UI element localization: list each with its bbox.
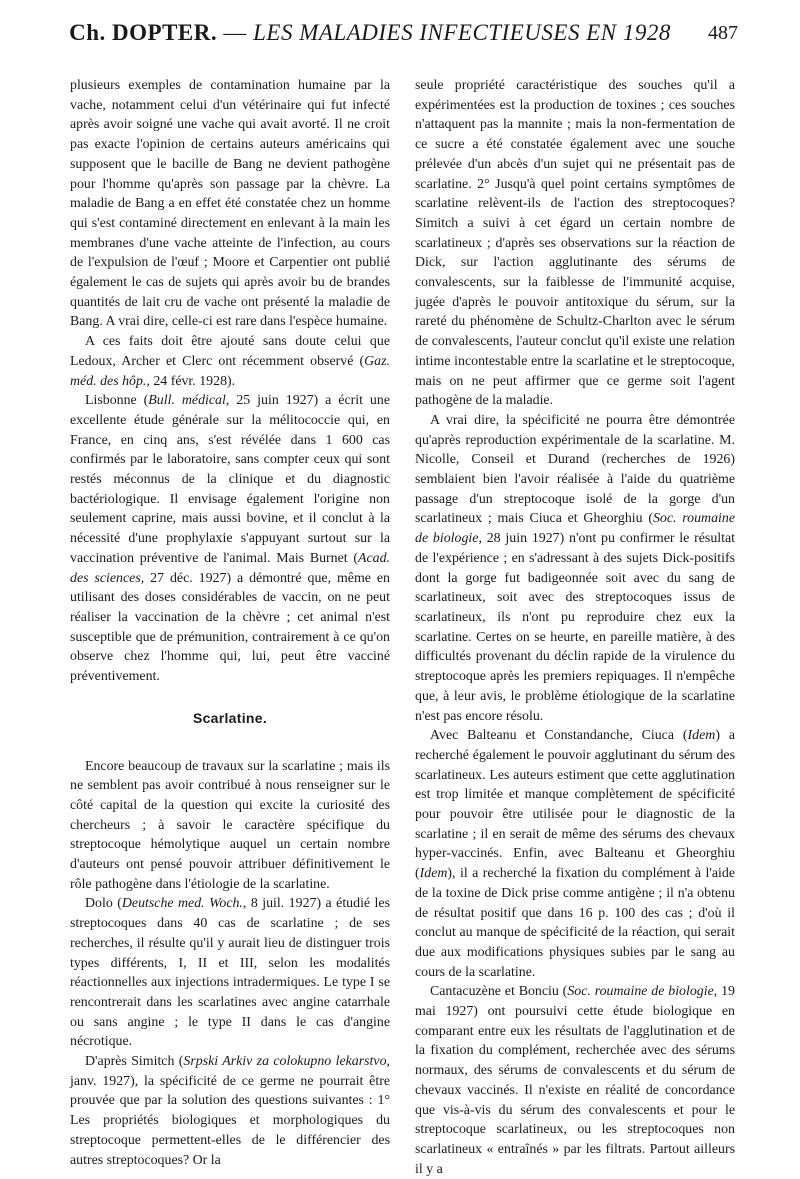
paragraph: Dolo (Deutsche med. Woch., 8 juil. 1927) a étudié les streptocoques dans 40 cas de scarlatine ; de ses recherches, il résulte qu'il y aurait lieu de distinguer trois types différents, I, II et III, selon les modalités réactionnelles aux injections intradermiques. Le type I se rencontrerait dans les scarlatines avec angine catarrhale ou sans angine ; le type II dans le cas d'angine nécrotique. [70, 896, 390, 1050]
header-line [60, 20, 680, 46]
section-heading: Scarlatine. [192, 709, 268, 726]
right-column [415, 76, 736, 1177]
paragraph: Lisbonne (Bull. médical, 25 juin 1927) a écrit une excellente étude générale sur la mélitococcie qui, en France, en cinq ans, s'est révélée dans 1 600 cas confirmés par le laboratoire, sans compter ceux qui sont restés méconnus de la clinique et du diagnostic bactériologique. Il envisage également l'origine non seulement caprine, mais aussi bovine, et il conclut à la nécessité d'une prophylaxie s'appuyant surtout sur la vaccination préventive de l'animal. Mais Burnet (Acad. des sciences, 27 déc. 1927) a démontré que, même en utilisant des doses considérables de vaccin, on ne peut réaliser la vaccination de la chèvre ; cet animal n'est susceptible que de prémunition, contrairement à ce qu'on observe chez l'homme qui, lui, peut être vacciné préventivement. [70, 393, 390, 685]
header-author: Ch. DOPTER. [69, 20, 218, 45]
citation: Soc. roumaine de biologie [567, 984, 714, 1000]
citation: Idem [687, 728, 716, 744]
citation: Soc. roumaine de biologie [415, 511, 736, 547]
paragraph: Encore beaucoup de travaux sur la scarlatine ; mais ils ne semblent pas avoir contribué à nous renseigner sur le côté capital de la question qui excite la curiosité des chercheurs ; à savoir le caractère spécifique du streptocoque hémolytique auquel un certain nombre d'auteurs ont pensé pouvoir attribuer définitivement le rôle pathogène dans l'étiologie de la scarlatine. [70, 758, 390, 892]
page-number: 487 [708, 22, 738, 44]
paragraph: A ces faits doit être ajouté sans doute celui que Ledoux, Archer et Clerc ont récemment observé (Gaz. méd. des hôp., 24 févr. 1928). [70, 334, 390, 389]
paragraph: seule propriété caractéristique des souches qu'il a expérimentées est la production de toxines ; ces souches n'attaquent pas la mannite ; mais la non-fermentation de ce sucre a été constatée également avec une souche prélevée d'un abcès d'un sujet qui ne présentait pas de scarlatine. 2° Jusqu'à quel point certains symptômes de scarlatine relèvent-ils de l'action des streptocoques? Simitch a suivi à cet égard un certain nombre de scarlatineux ; d'après ses observations sur la réaction de Dick, sur l'action agglutinante des sérums de convalescents, sur la faiblesse de l'immunité acquise, jugée d'après le pouvoir antitoxique du sérum, sur la rareté du phénomène de Schultz-Charlton avec le sérum de convalescents, l'auteur conclut qu'il existe une relation intime incontestable entre la scarlatine et le streptocoque, mais on ne peut affirmer que ce germe soit l'agent pathogène de la maladie. [415, 78, 735, 409]
header-separator: — [217, 20, 254, 45]
left-column [70, 76, 390, 1168]
paragraph: plusieurs exemples de contamination humaine par la vache, notamment celui d'un vétérinaire qui fut infecté après avoir soigné une vache qui avait avorté. Il ne croit pas exacte l'opinion de certains auteurs américains qui supposent que le bacille de Bang ne devient pathogène pour l'homme qu'après son passage par la chèvre. La maladie de Bang a en effet été constatée chez un homme qui s'est contaminé directement en enlevant à la main les membranes d'une vache atteinte de l'infection, au cours de l'expulsion de l'œuf ; Moore et Carpentier ont publié également le cas de sujets qui après avoir bu de brandes quantités de lait cru de vache ont présenté la maladie de Bang. A vrai dire, celle-ci est rare dans l'espèce humaine. [70, 78, 390, 330]
paragraph: Avec Balteanu et Constandanche, Ciuca (Idem) a recherché également le pouvoir agglutinant du sérum des scarlatineux. Les auteurs estiment que cette agglutination est trop limitée et manque complètement de spécificité pour pouvoir être utilisée pour le diagnostic de la scarlatine ; il en serait de même des sérums des chevaux hyper-vaccinés. Enfin, avec Balteanu et Gheorghiu (Idem), il a recherché la fixation du complément à l'aide de la toxine de Dick prise comme antigène ; il n'a obtenu de résultat positif que dans 16 p. 100 des cas ; d'où il conclut au manque de spécificité de la réaction, qui serait due aux modifications physiques subies par le sang au cours de la scarlatine. [415, 728, 736, 980]
citation: Idem [419, 866, 448, 882]
paragraph: A vrai dire, la spécificité ne pourra être démontrée qu'après reproduction expérimentale de la scarlatine. M. Nicolle, Conseil et Durand (recherches de 1926) semblaient bien l'avoir réalisée à l'aide du quatrième passage d'un streptocoque isolé de la gorge d'un scarlatineux ; mais Ciuca et Gheorghiu (Soc. roumaine de biologie, 28 juin 1927) n'ont pu confirmer le résultat de l'expérience ; en s'adressant à des sujets Dick-positifs dont la gorge fut badigeonnée soit avec du sang de scarlatineux, soit avec des streptocoques issus de scarlatineux, ils n'ont pu reproduire chez eux la scarlatine. Certes on se heurte, en pareille matière, à des difficultés provenant du déclin rapide de la virulence du streptocoque après les premiers repiquages. Il n'empêche que, à leur avis, le problème étiologique de la scarlatine n'est pas encore résolu. [415, 412, 736, 724]
header-title: LES MALADIES INFECTIEUSES EN 1928 [253, 20, 671, 45]
citation: Srpski Arkiv za colokupno lekarstvo [183, 1054, 387, 1070]
citation: Acad. des sciences [70, 550, 390, 586]
paragraph: D'après Simitch (Srpski Arkiv za colokupno lekarstvo, janv. 1927), la spécificité de ce germe ne pourrait être prouvée que par la solution des questions suivantes : 1° Les propriétés biologiques et morphologiques du streptocoque permettent-elles de le différencier des autres streptocoques? Or la [70, 1054, 390, 1168]
paragraph: Cantacuzène et Bonciu (Soc. roumaine de biologie, 19 mai 1927) ont poursuivi cette étude biologique en comparant entre eux les résultats de l'agglutination et de la fixation du complément, recherchée avec des sérums normaux, des sérums de convalescents et du sérum de chevaux vaccinés. Il n'existe en réalité de concordance que vis-à-vis du sérum des convalescents et pour le streptocoque scarlatineux, ou les streptocoques non scarlatineux « entraînés » par les filtrats. Partout ailleurs il y a [415, 984, 736, 1177]
citation: Gaz. méd. des hôp. [70, 353, 390, 389]
citation: Bull. médical [148, 393, 226, 409]
running-header [60, 20, 740, 60]
citation: Deutsche med. Woch. [121, 896, 243, 912]
